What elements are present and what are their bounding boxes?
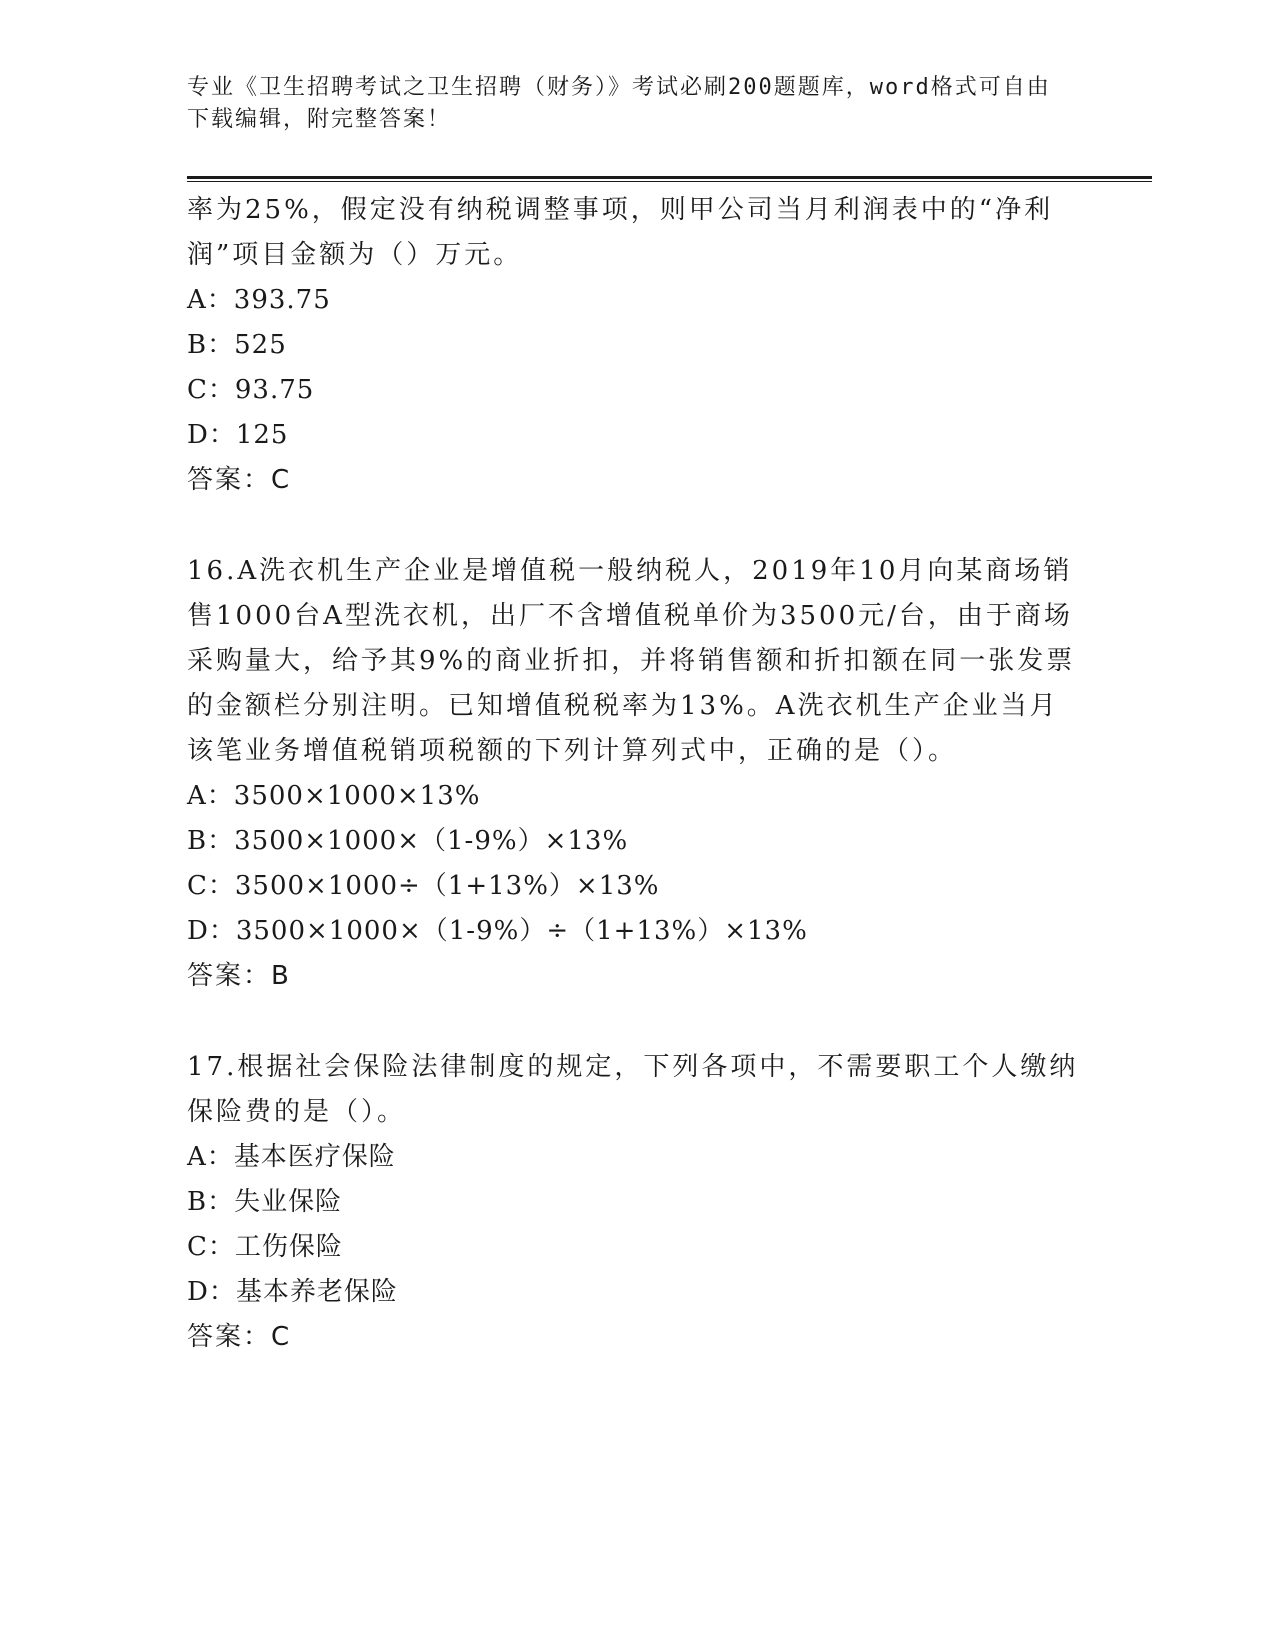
answer-line: 答案：C <box>187 1322 292 1352</box>
spacer <box>187 503 1087 549</box>
header-divider <box>187 176 1152 179</box>
option-c: C：3500×1000÷（1+13%）×13% <box>187 871 660 901</box>
option-b: B：3500×1000×（1-9%）×13% <box>187 826 629 856</box>
option-d: D：基本养老保险 <box>187 1277 398 1307</box>
option-c: C：工伤保险 <box>187 1232 343 1262</box>
option-a: A：3500×1000×13% <box>187 781 481 811</box>
question-block-16 <box>187 549 1087 999</box>
option-a: A：基本医疗保险 <box>187 1142 396 1172</box>
option-c: C：93.75 <box>187 375 315 405</box>
option-a: A：393.75 <box>187 285 331 315</box>
question-block-17 <box>187 1045 1087 1360</box>
option-b: B：525 <box>187 330 287 360</box>
spacer <box>187 999 1087 1045</box>
question-text: 16.A洗衣机生产企业是增值税一般纳税人，2019年10月向某商场销售1000台A型洗衣机，出厂不含增值税单价为3500元/台，由于商场采购量大，给予其9%的商业折扣，并将销售额和折扣额在同一张发票的金额栏分别注明。已知增值税税率为13%。A洗衣机生产企业当月该笔业务增值税销项税额的下列计算列式中，正确的是（）。 <box>187 556 1076 766</box>
answer-line: 答案：B <box>187 961 291 991</box>
option-d: D：3500×1000×（1-9%）÷（1+13%）×13% <box>187 916 808 946</box>
question-list <box>187 188 1087 1360</box>
option-d: D：125 <box>187 420 289 450</box>
header-divider-thin <box>187 181 1152 182</box>
question-text: 17.根据社会保险法律制度的规定，下列各项中，不需要职工个人缴纳保险费的是（）。 <box>187 1052 1079 1127</box>
document-header: 专业《卫生招聘考试之卫生招聘（财务）》考试必刷200题题库，word格式可自由下载编辑，附完整答案！ <box>187 75 1051 132</box>
question-block-15 <box>187 188 1087 503</box>
answer-line: 答案：C <box>187 465 292 495</box>
option-b: B：失业保险 <box>187 1187 343 1217</box>
question-text: 率为25%，假定没有纳税调整事项，则甲公司当月利润表中的“净利润”项目金额为（）万元。 <box>187 195 1054 270</box>
